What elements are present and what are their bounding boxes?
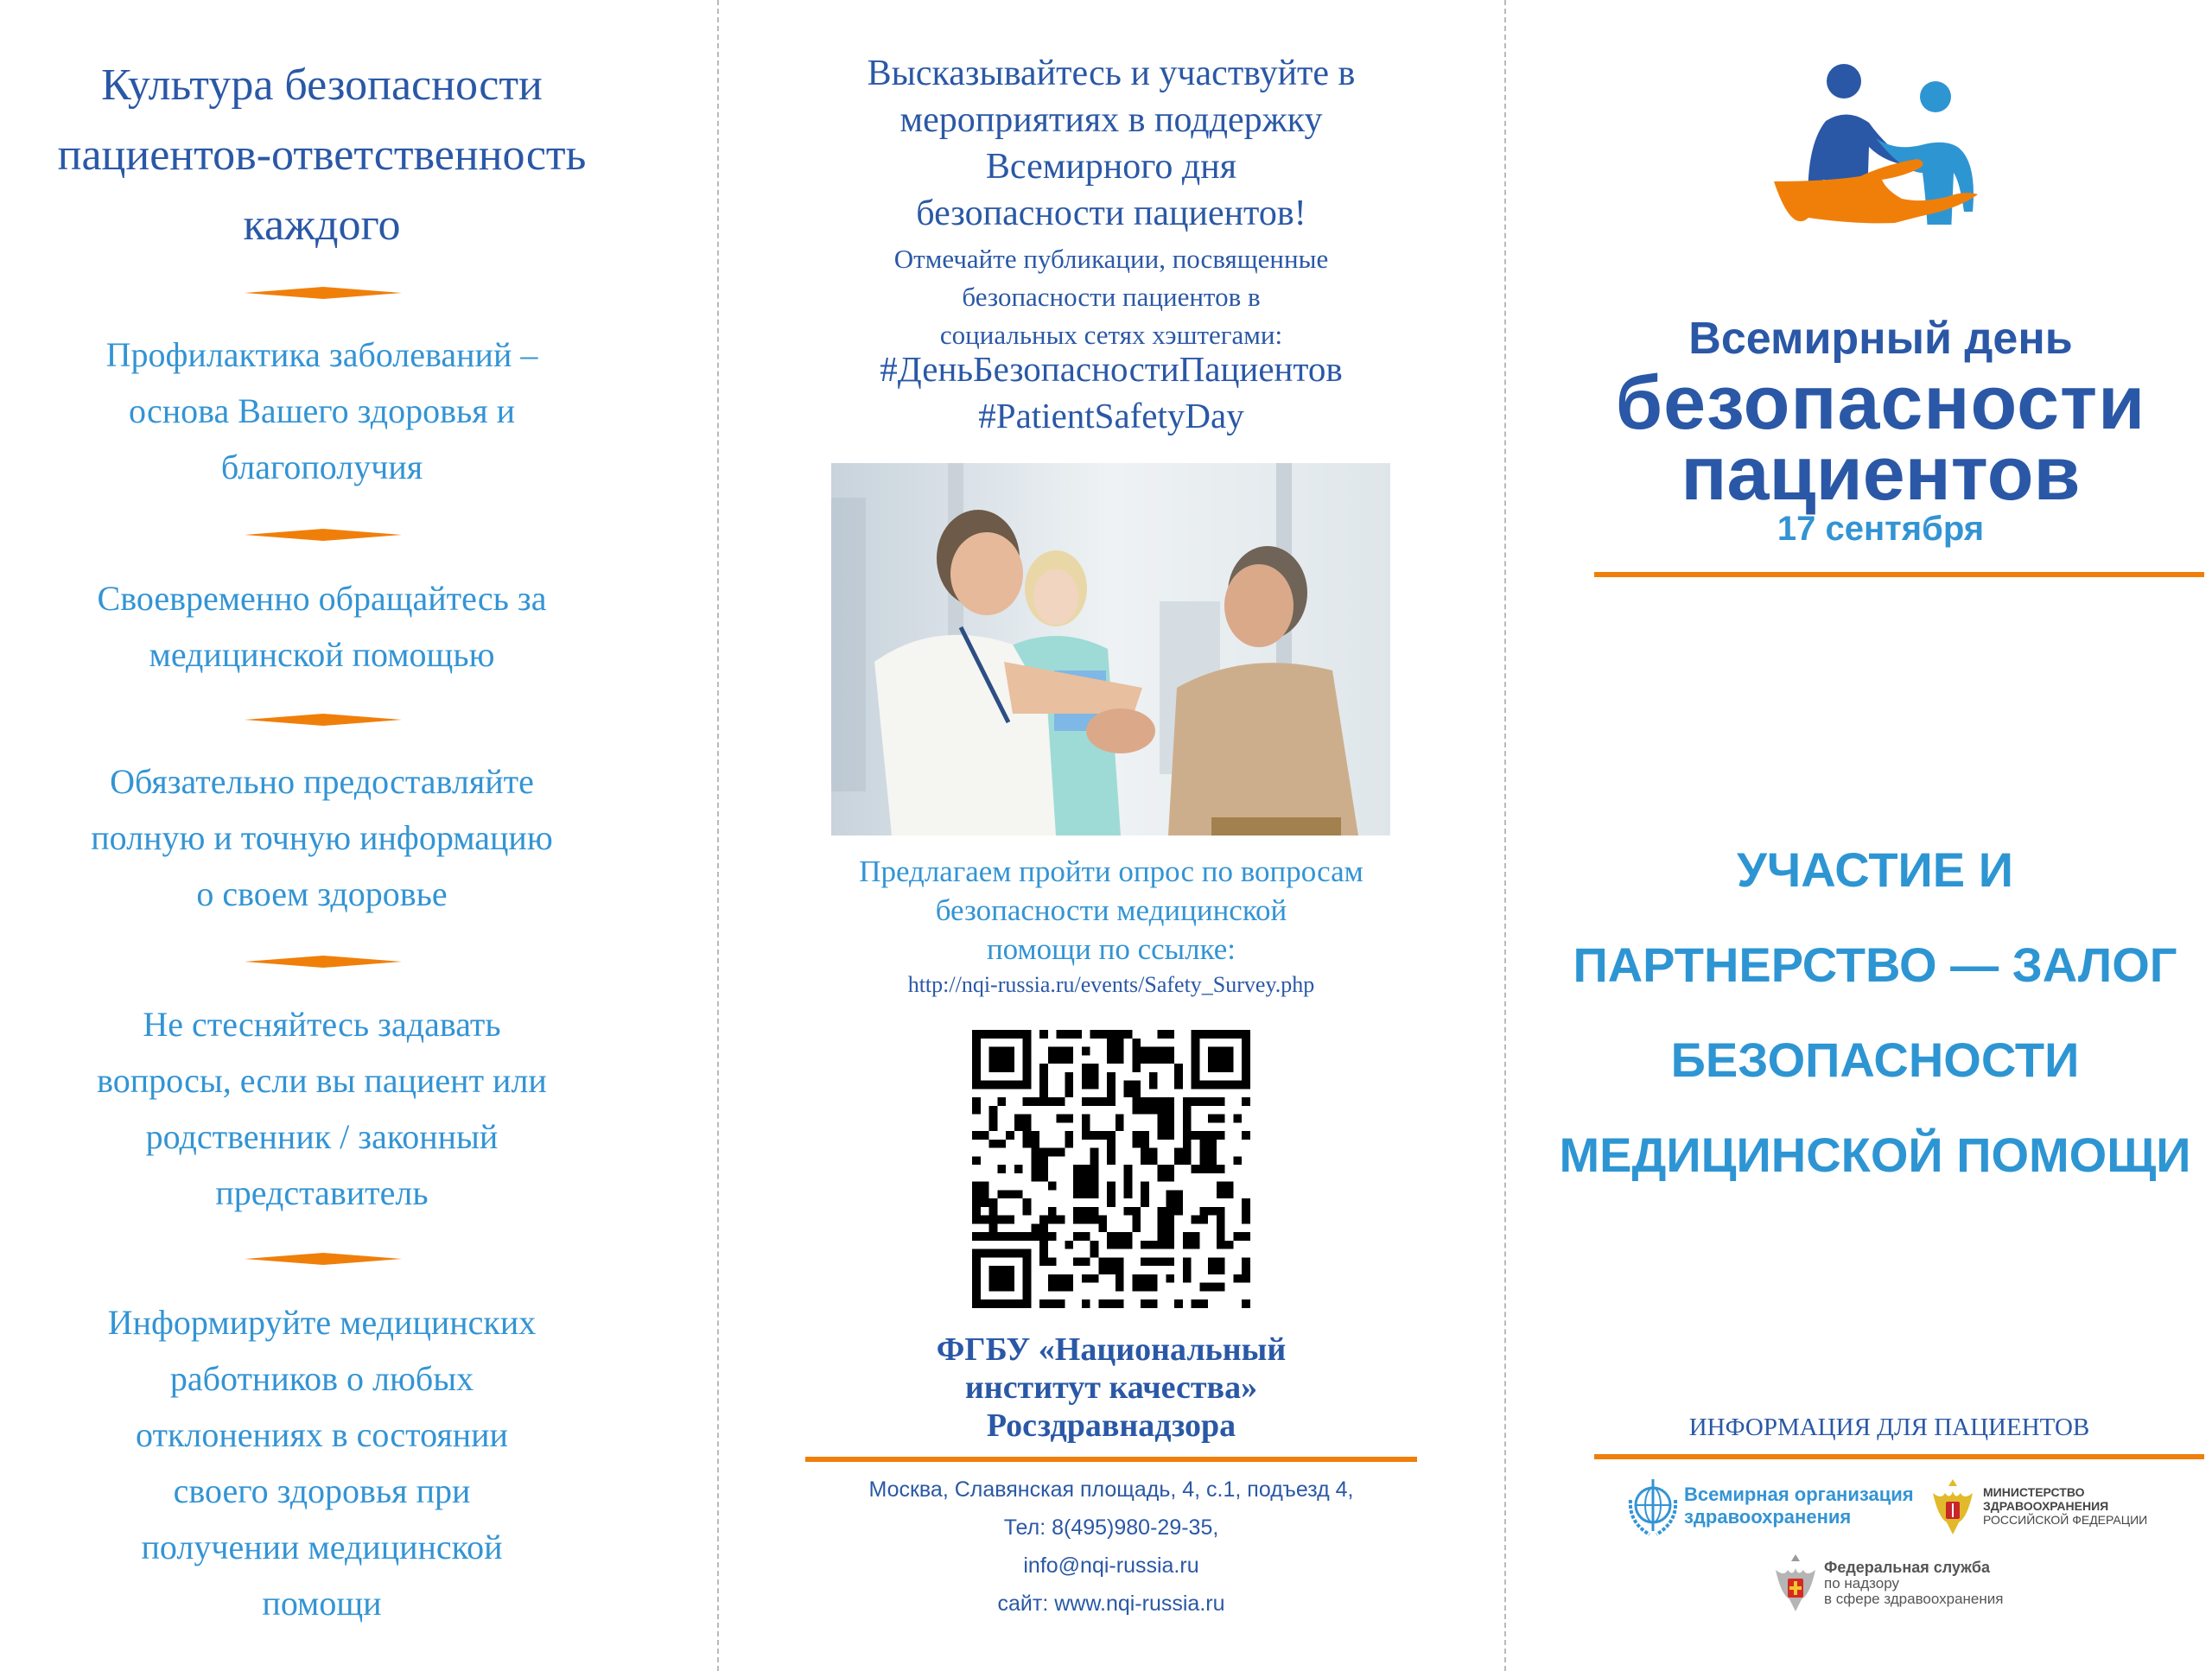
roszdravnadzor-emblem-icon	[1774, 1551, 1817, 1615]
logo-title-line3: пациентов	[1681, 430, 2081, 516]
advice-line: о своем здоровье	[196, 874, 448, 913]
survey-invite	[719, 852, 1503, 969]
advice-item-full-info	[0, 753, 644, 922]
advice-item-seek-care	[0, 570, 644, 683]
advice-line: отклонениях в состоянии	[136, 1415, 508, 1454]
left-panel-title	[0, 50, 644, 260]
org-line: ФГБУ «Национальный	[936, 1331, 1287, 1368]
org-line: институт качества»	[964, 1369, 1258, 1406]
advice-line: Информируйте медицинских	[107, 1303, 537, 1342]
advice-line: основа Вашего здоровья и	[128, 391, 516, 430]
partner-line: по надзору	[1824, 1575, 1899, 1592]
advice-line: представитель	[215, 1173, 429, 1212]
sub-line: социальных сетях хэштегами:	[939, 320, 1283, 350]
partner-line: в сфере здравоохранения	[1824, 1591, 2004, 1607]
partner-line: РОССИЙСКОЙ ФЕДЕРАЦИИ	[1983, 1513, 2148, 1527]
survey-link[interactable]: http://nqi-russia.ru/events/Safety_Survey.php	[907, 972, 1315, 997]
advice-line: Обязательно предоставляйте	[110, 762, 534, 801]
doctor-patient-photo	[831, 463, 1390, 836]
title-line: пациентов-ответственность	[57, 130, 587, 180]
orange-diamond-icon	[245, 287, 402, 299]
advice-line: медицинской помощью	[149, 635, 495, 674]
advice-line: получении медицинской	[141, 1528, 503, 1566]
partner-line: ЗДРАВООХРАНЕНИЯ	[1983, 1499, 2109, 1513]
org-line: Росздравнадзора	[986, 1407, 1236, 1444]
hashtag-en: #PatientSafetyDay	[978, 396, 1244, 435]
advice-line: полную и точную информацию	[91, 818, 553, 857]
advice-line: своего здоровья при	[173, 1471, 471, 1510]
contact-phone[interactable]: Тел: 8(495)980-29-35,	[1003, 1515, 1219, 1540]
contact-info	[719, 1471, 1503, 1623]
left-panel	[0, 0, 717, 1671]
survey-line: Предлагаем пройти опрос по вопросам	[859, 855, 1363, 888]
contact-address: Москва, Славянская площадь, 4, с.1, подъезд 4,	[868, 1477, 1354, 1502]
partner-line: Федеральная служба	[1824, 1559, 1991, 1576]
advice-item-prevention	[0, 327, 644, 495]
hashtag-ru: #ДеньБезопасностиПациентов	[880, 349, 1343, 389]
logo-date: 17 сентября	[1777, 510, 1985, 548]
orange-diamond-icon	[245, 956, 402, 968]
advice-line: Своевременно обращайтесь за	[97, 579, 547, 618]
qr-code-icon[interactable]	[972, 1030, 1250, 1308]
call-to-action-heading	[719, 50, 1503, 237]
orange-diamond-icon	[245, 1253, 402, 1265]
sub-line: Отмечайте публикации, посвященные	[893, 244, 1329, 274]
hashtags	[719, 346, 1503, 439]
who-emblem-icon	[1627, 1474, 1679, 1538]
heading-line: Высказывайтесь и участвуйте в	[867, 54, 1356, 93]
advice-line: родственник / законный	[145, 1117, 499, 1156]
organization-name	[719, 1331, 1503, 1445]
title-line: Культура безопасности	[101, 60, 543, 110]
partner-line: МИНИСТЕРСТВО	[1983, 1485, 2085, 1499]
heading-line: Всемирного дня	[985, 147, 1237, 187]
advice-line: благополучия	[220, 448, 423, 486]
sub-line: безопасности пациентов в	[962, 282, 1261, 312]
partner-line: здравоохранения	[1684, 1506, 1852, 1528]
orange-rule	[1594, 572, 2204, 577]
slogan-line: ПАРТНЕРСТВО — ЗАЛОГ	[1573, 937, 2177, 992]
partner-ministry-of-health	[1929, 1474, 2147, 1538]
logo-title-line1: Всемирный день	[1688, 314, 2073, 364]
orange-diamond-icon	[245, 714, 402, 726]
advice-line: вопросы, если вы пациент или	[97, 1061, 547, 1100]
orange-rule	[805, 1457, 1417, 1462]
slogan-line: МЕДИЦИНСКОЙ ПОМОЩИ	[1559, 1128, 2191, 1182]
title-line: каждого	[243, 200, 401, 250]
main-slogan	[1506, 823, 2212, 1203]
middle-panel	[719, 0, 1503, 1671]
contact-email[interactable]: info@nqi-russia.ru	[1023, 1553, 1199, 1578]
russian-eagle-emblem-icon	[1929, 1474, 1976, 1538]
heading-line: безопасности пациентов!	[916, 194, 1306, 233]
orange-rule	[1594, 1454, 2204, 1459]
partner-roszdravnadzor	[1774, 1551, 2003, 1615]
orange-diamond-icon	[245, 529, 402, 541]
advice-item-ask-questions	[0, 996, 644, 1221]
advice-line: Профилактика заболеваний –	[105, 335, 538, 374]
survey-line: помощи по ссылке:	[986, 932, 1236, 966]
heading-line: мероприятиях в поддержку	[899, 100, 1323, 140]
survey-line: безопасности медицинской	[935, 893, 1287, 927]
info-for-patients-label: ИНФОРМАЦИЯ ДЛЯ ПАЦИЕНТОВ	[1688, 1414, 2090, 1441]
advice-line: помощи	[262, 1584, 382, 1623]
partner-line: Всемирная организация	[1684, 1484, 1914, 1505]
slogan-line: УЧАСТИЕ И	[1737, 842, 2013, 897]
logo-title-line2: безопасности	[1615, 359, 2146, 445]
patient-safety-day-logo-icon	[1774, 52, 2007, 225]
contact-website[interactable]: сайт: www.nqi-russia.ru	[997, 1592, 1225, 1616]
photo-illustration	[831, 463, 1390, 836]
advice-line: работников о любых	[169, 1359, 474, 1398]
partner-who	[1627, 1474, 1914, 1538]
advice-item-inform-staff	[0, 1294, 644, 1631]
advice-line: Не стесняйтесь задавать	[143, 1005, 501, 1044]
hashtag-intro	[719, 240, 1503, 354]
slogan-line: БЕЗОПАСНОСТИ	[1670, 1032, 2080, 1087]
right-panel	[1506, 0, 2212, 1671]
